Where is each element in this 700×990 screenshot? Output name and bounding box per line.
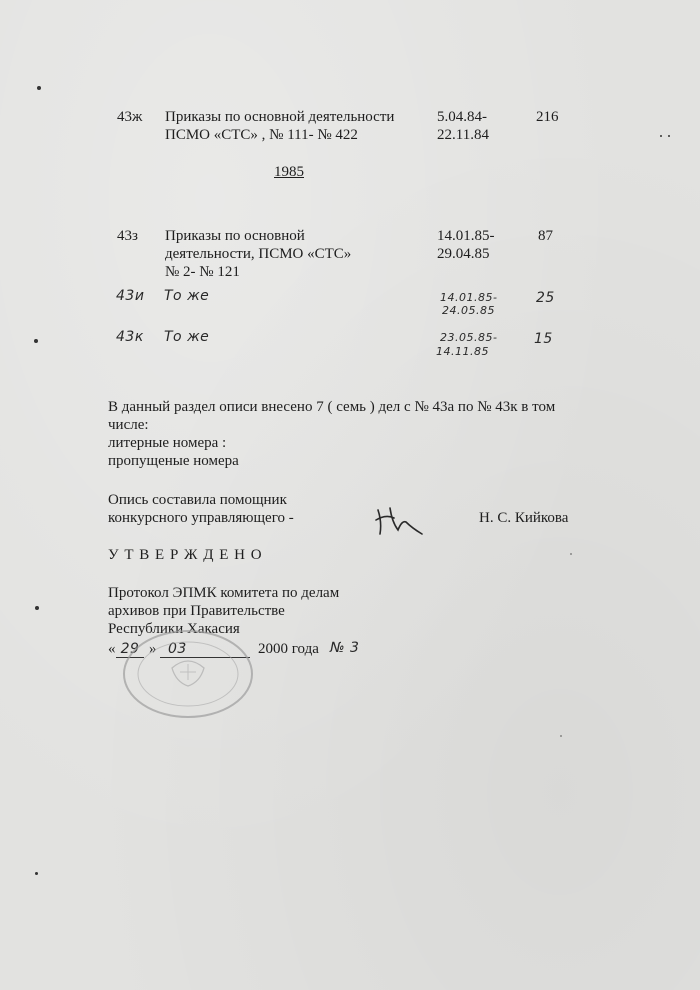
entry-sheets: 87 (538, 228, 553, 244)
entry-number: 43з (117, 228, 138, 244)
approval-line: Протокол ЭПМК комитета по делам (108, 585, 340, 601)
entry-date-start-handwritten: 14.01.85- (440, 291, 498, 304)
signature (372, 500, 432, 540)
entry-title-line: Приказы по основной (165, 228, 305, 244)
entry-title-line: Приказы по основной деятельности (165, 109, 395, 125)
entry-date-end-handwritten: 14.11.85 (436, 345, 489, 358)
compiler-name: Н. С. Кийкова (479, 510, 569, 526)
entry-sheets: 216 (536, 109, 559, 125)
approval-date-open-quote: « (108, 641, 116, 657)
entry-date-end: 22.11.84 (437, 127, 489, 143)
entry-date-end-handwritten: 24.05.85 (442, 304, 495, 317)
entry-number: 43ж (117, 109, 143, 125)
scan-speck (668, 135, 670, 137)
entry-title-line: деятельности, ПСМО «СТС» (165, 246, 352, 262)
entry-date-end: 29.04.85 (437, 246, 490, 262)
scan-speck (37, 86, 41, 90)
entry-sheets-handwritten: 25 (536, 290, 555, 306)
scan-speck (660, 135, 662, 137)
approval-line: Республики Хакасия (108, 621, 240, 637)
entry-title-line: № 2- № 121 (165, 264, 240, 280)
entry-title-line: ПСМО «СТС» , № 111- № 422 (165, 127, 358, 143)
entry-title-handwritten: То же (164, 329, 210, 345)
approval-heading: У Т В Е Р Ж Д Е Н О (108, 547, 263, 563)
approval-line: архивов при Правительстве (108, 603, 285, 619)
summary-line: В данный раздел описи внесено 7 ( семь ) дел с № 43а по № 43к в том (108, 399, 556, 415)
compiler-line: Опись составила помощник (108, 492, 287, 508)
approval-year: 2000 года (258, 641, 319, 657)
approval-month-handwritten: 03 (160, 641, 250, 658)
entry-sheets-handwritten: 15 (534, 331, 553, 347)
scan-speck (35, 606, 39, 610)
entry-title-handwritten: То же (164, 288, 210, 304)
scan-speck (34, 339, 38, 343)
scan-speck (560, 735, 562, 737)
summary-line: числе: (108, 417, 149, 433)
entry-number-handwritten: 43к (116, 329, 144, 345)
summary-line: литерные номера : (108, 435, 227, 451)
entry-date-start: 14.01.85- (437, 228, 495, 244)
year-header: 1985 (274, 164, 304, 180)
approval-protocol-number-handwritten: № 3 (330, 640, 360, 656)
entry-number-handwritten: 43и (116, 288, 145, 304)
approval-date-close-quote: » (149, 641, 157, 657)
summary-line: пропущеные номера (108, 453, 239, 469)
scan-speck (570, 553, 572, 555)
approval-day-handwritten: 29 (116, 641, 144, 658)
stamp-seal (120, 628, 256, 720)
entry-date-start: 5.04.84- (437, 109, 487, 125)
entry-date-start-handwritten: 23.05.85- (440, 331, 498, 344)
scan-speck (35, 872, 38, 875)
compiler-line: конкурсного управляющего - (108, 510, 294, 526)
